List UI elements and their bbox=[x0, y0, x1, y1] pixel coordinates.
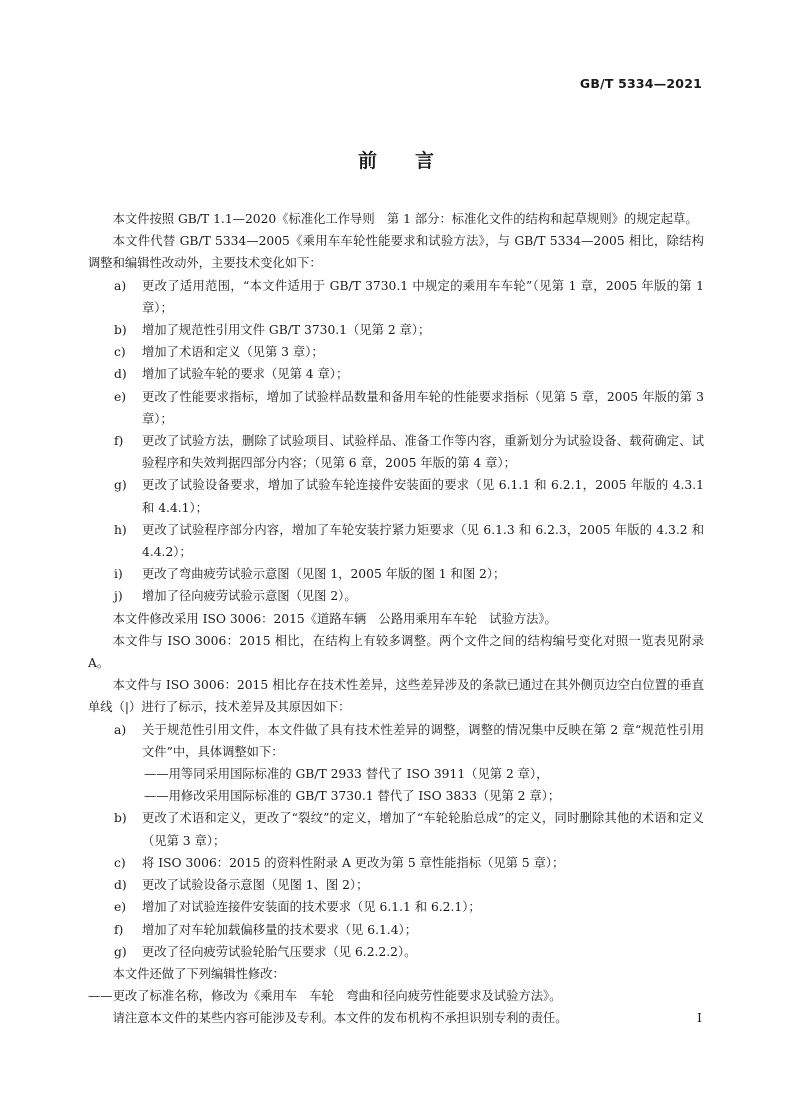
paragraph-drafting-rules: 本文件按照 GB/T 1.1—2020《标准化工作导则 第 1 部分：标准化文件的结构和起草规则》的规定起草。 bbox=[112, 212, 698, 226]
list-item bbox=[88, 341, 704, 363]
paragraph-replaces: 本文件代替 GB/T 5334—2005《乘用车车轮性能要求和试验方法》，与 GB/T 5334—2005 相比，除结构调整和编辑性改动外，主要技术变化如下： bbox=[88, 234, 704, 271]
list-item-text: 增加了规范性引用文件 GB/T 3730.1（见第 2 章）； bbox=[142, 323, 431, 338]
list-marker: i) bbox=[114, 567, 123, 582]
technical-changes-list bbox=[88, 275, 704, 608]
list-item-text: 更改了术语和定义，更改了“裂纹”的定义，增加了“车轮轮胎总成”的定义，同时删除其他的术语和定义（见第 3 章）； bbox=[142, 811, 704, 848]
paragraph-technical-differences: 本文件与 ISO 3006：2015 相比存在技术性差异，这些差异涉及的条款已通过在其外侧页边空白位置的垂直单线（|）进行了标示，技术差异及其原因如下： bbox=[88, 678, 704, 715]
list-item-text: 更改了适用范围，“本文件适用于 GB/T 3730.1 中规定的乘用车车轮”（见第 1 章，2005 年版的第 1 章）； bbox=[142, 278, 704, 315]
list-marker: e) bbox=[114, 900, 127, 915]
list-marker: j) bbox=[114, 589, 123, 604]
page-title: 前言 bbox=[357, 150, 472, 172]
list-marker: a) bbox=[114, 722, 127, 737]
list-item bbox=[88, 519, 704, 563]
list-item bbox=[88, 874, 704, 896]
list-marker: b) bbox=[114, 323, 127, 338]
list-item bbox=[88, 474, 704, 518]
list-item bbox=[88, 563, 704, 585]
list-item bbox=[88, 807, 704, 851]
list-item bbox=[88, 386, 704, 430]
list-marker: g) bbox=[114, 478, 127, 493]
technical-differences-list bbox=[88, 719, 704, 963]
list-item-text: 关于规范性引用文件，本文件做了具有技术性差异的调整，调整的情况集中反映在第 2 章“规范性引用文件”中，具体调整如下： bbox=[142, 722, 704, 759]
list-item-text: 更改了试验设备要求，增加了试验车轮连接件安装面的要求（见 6.1.1 和 6.2.1，2005 年版的 4.3.1 和 4.4.1）； bbox=[142, 478, 704, 515]
list-item-text: 增加了试验车轮的要求（见第 4 章）； bbox=[142, 367, 349, 382]
list-item bbox=[88, 919, 704, 941]
list-marker: h) bbox=[114, 522, 127, 537]
paragraph-iso-adoption: 本文件修改采用 ISO 3006：2015《道路车辆 公路用乘用车车轮 试验方法》。 bbox=[112, 611, 557, 626]
list-item-text: 更改了径向疲劳试验轮胎气压要求（见 6.2.2.2）。 bbox=[142, 944, 417, 959]
paragraph-editorial: 本文件还做了下列编辑性修改： bbox=[112, 966, 285, 981]
list-item-text: 更改了试验设备示意图（见图 1、图 2）； bbox=[142, 878, 369, 893]
list-item-text: 更改了性能要求指标，增加了试验样品数量和备用车轮的性能要求指标（见第 5 章，2005 年版的第 3 章）； bbox=[142, 389, 704, 426]
paragraph-structure: 本文件与 ISO 3006：2015 相比，在结构上有较多调整。两个文件之间的结构编号变化对照一览表见附录 A。 bbox=[88, 633, 704, 671]
editorial-change-item: ——更改了标准名称，修改为《乘用车 车轮 弯曲和径向疲劳性能要求及试验方法》。 bbox=[88, 989, 562, 1004]
list-item bbox=[88, 896, 704, 918]
list-item bbox=[88, 852, 704, 874]
list-item bbox=[88, 719, 704, 763]
list-item bbox=[88, 275, 704, 319]
list-marker: c) bbox=[114, 345, 126, 360]
list-item bbox=[88, 363, 704, 385]
list-item-text: 更改了试验程序部分内容，增加了车轮安装拧紧力矩要求（见 6.1.3 和 6.2.3，2005 年版的 4.3.2 和 4.4.2）； bbox=[142, 522, 704, 560]
list-marker: d) bbox=[114, 878, 127, 893]
list-marker: e) bbox=[114, 389, 127, 404]
list-item bbox=[88, 430, 704, 474]
page-number: I bbox=[697, 1010, 702, 1025]
list-marker: c) bbox=[114, 855, 126, 870]
list-marker: d) bbox=[114, 367, 127, 382]
list-marker: f) bbox=[114, 434, 124, 449]
document-code: GB/T 5334—2021 bbox=[579, 76, 702, 91]
sub-item: ——用等同采用国际标准的 GB/T 2933 替代了 ISO 3911（见第 2 章）， bbox=[144, 767, 549, 782]
list-item bbox=[88, 585, 704, 607]
list-item bbox=[88, 941, 704, 963]
list-marker: f) bbox=[114, 922, 124, 937]
list-item-text: 增加了径向疲劳试验示意图（见图 2）。 bbox=[142, 589, 357, 604]
list-item-text: 更改了弯曲疲劳试验示意图（见图 1，2005 年版的图 1 和图 2）； bbox=[142, 567, 506, 582]
list-marker: a) bbox=[114, 278, 127, 293]
list-item-text: 更改了试验方法，删除了试验项目、试验样品、准备工作等内容，重新划分为试验设备、载荷确定、试验程序和失效判据四部分内容；（见第 6 章，2005 年版的第 4 章）； bbox=[142, 434, 704, 471]
list-marker: g) bbox=[114, 944, 127, 959]
list-item-text: 增加了对车轮加载偏移量的技术要求（见 6.1.4）； bbox=[142, 922, 417, 937]
list-marker: b) bbox=[114, 811, 127, 826]
list-item bbox=[88, 319, 704, 341]
list-item-text: 将 ISO 3006：2015 的资料性附录 A 更改为第 5 章性能指标（见第 5 章）； bbox=[142, 855, 565, 870]
sub-item: ——用修改采用国际标准的 GB/T 3730.1 替代了 ISO 3833（见第 2 章）； bbox=[144, 789, 561, 804]
paragraph-patent-notice: 请注意本文件的某些内容可能涉及专利。本文件的发布机构不承担识别专利的责任。 bbox=[112, 1011, 568, 1026]
list-item-text: 增加了对试验连接件安装面的技术要求（见 6.1.1 和 6.2.1）； bbox=[142, 900, 481, 915]
foreword-body bbox=[88, 208, 704, 1030]
list-item-text: 增加了术语和定义（见第 3 章）； bbox=[142, 345, 324, 360]
